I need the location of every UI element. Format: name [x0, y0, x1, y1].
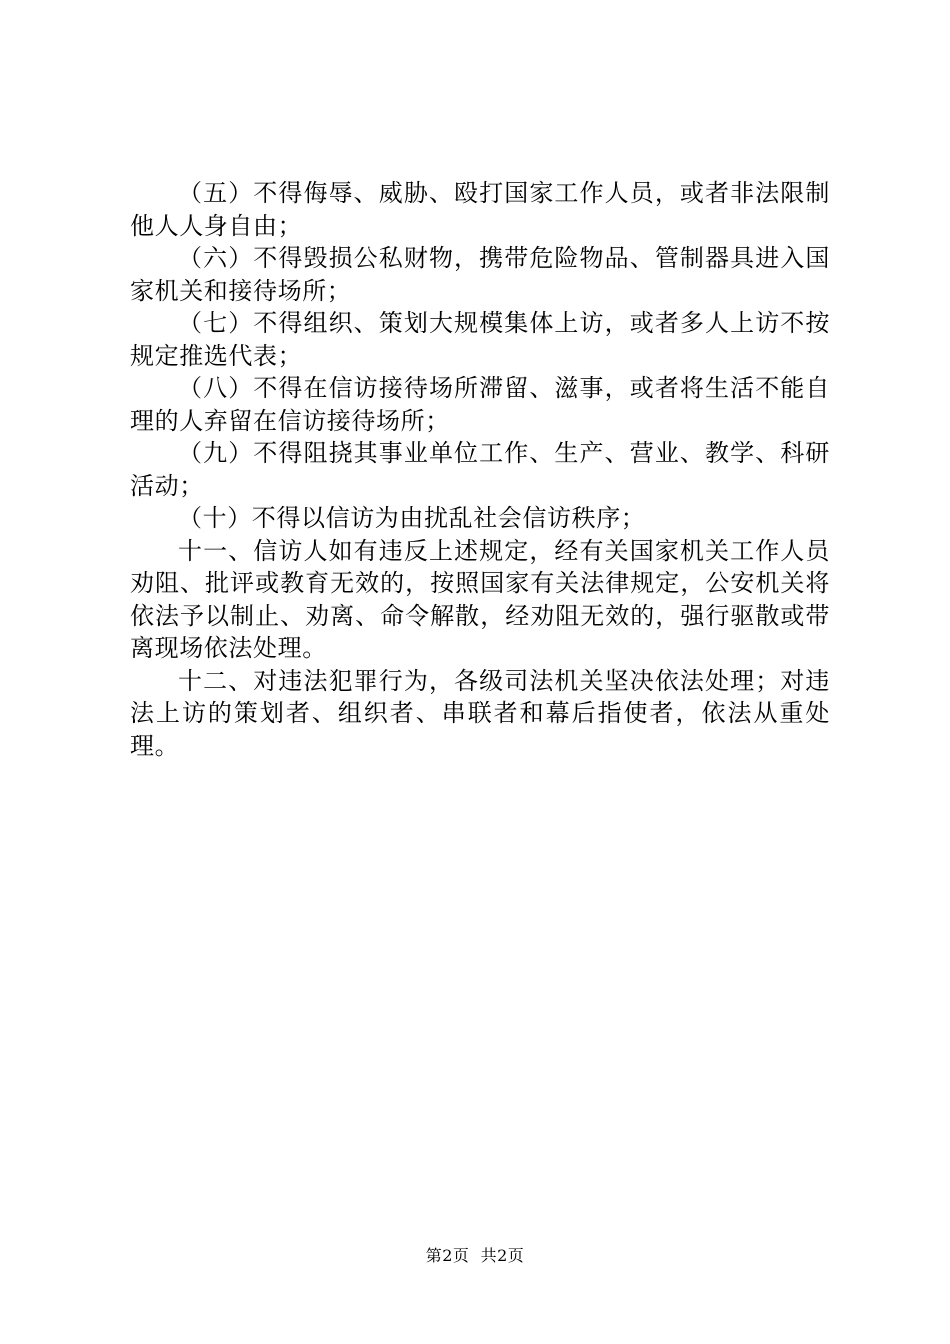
paragraph-item-7: （七）不得组织、策划大规模集体上访，或者多人上访不按规定推选代表； [130, 309, 830, 370]
paragraph-item-5: （五）不得侮辱、威胁、殴打国家工作人员，或者非法限制他人人身自由； [130, 179, 830, 240]
page-number: 第2页 共2页 [425, 1246, 525, 1265]
paragraph-clause-11: 十一、信访人如有违反上述规定，经有关国家机关工作人员劝阻、批评或教育无效的，按照国家有关法律规定，公安机关将依法予以制止、劝离、命令解散，经劝阻无效的，强行驱散或带离现场依法处理。 [130, 536, 830, 662]
document-body [130, 177, 830, 762]
paragraph-clause-12: 十二、对违法犯罪行为，各级司法机关坚决依法处理；对违法上访的策划者、组织者、串联者和幕后指使者，依法从重处理。 [130, 666, 830, 760]
page-footer [0, 1243, 950, 1266]
paragraph-item-9: （九）不得阻挠其事业单位工作、生产、营业、教学、科研活动； [130, 439, 830, 500]
paragraph-item-6: （六）不得毁损公私财物，携带危险物品、管制器具进入国家机关和接待场所； [130, 244, 830, 305]
paragraph-item-8: （八）不得在信访接待场所滞留、滋事，或者将生活不能自理的人弃留在信访接待场所； [130, 374, 830, 435]
paragraph-item-10: （十）不得以信访为由扰乱社会信访秩序； [178, 504, 646, 532]
